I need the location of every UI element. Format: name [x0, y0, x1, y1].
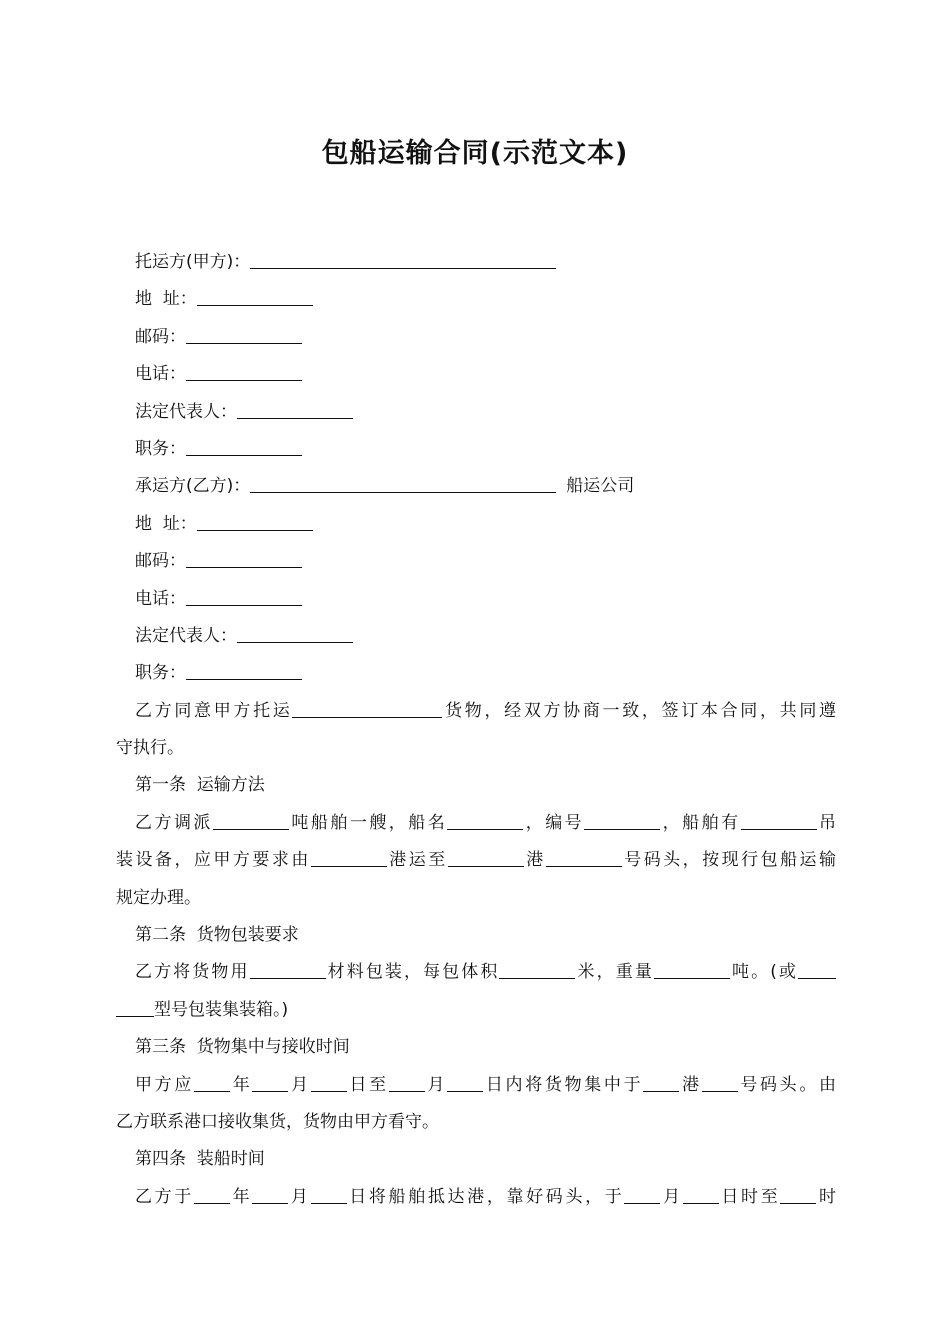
carrier-suffix: 船运公司	[566, 476, 635, 497]
position-blank	[186, 662, 302, 680]
address-blank	[197, 288, 313, 306]
postcode-blank	[186, 550, 302, 568]
shipper-blank	[250, 251, 556, 269]
carrier-line	[116, 468, 836, 505]
clause-text: 号码头。由	[737, 1074, 837, 1095]
article-2-heading: 第二条 货物包装要求	[135, 925, 299, 946]
clause-text: 吊	[816, 812, 837, 833]
clause-text: 港	[679, 1074, 702, 1095]
clause-text: 月	[288, 1186, 311, 1207]
clause-text: 米，重量	[575, 962, 654, 983]
blank	[546, 849, 622, 867]
clause-text: 日至	[346, 1074, 389, 1095]
article-2-line-2	[116, 992, 836, 1029]
blank	[654, 961, 730, 979]
blank	[448, 849, 524, 867]
shipper-postcode-line	[116, 319, 836, 356]
blank	[702, 1074, 738, 1092]
position-label: 职务：	[135, 438, 186, 459]
blank	[499, 961, 575, 979]
position-label: 职务：	[135, 663, 186, 684]
intro-text: 货物，经双方协商一致，签订本合同，共同遵	[442, 700, 837, 721]
carrier-label: 承运方(乙方)：	[135, 476, 251, 497]
rep-label: 法定代表人：	[135, 625, 237, 646]
article-3-heading: 第三条 货物集中与接收时间	[135, 1037, 350, 1058]
blank	[447, 812, 523, 830]
blank	[250, 961, 326, 979]
clause-text: 港	[523, 850, 546, 871]
address-label: 地 址：	[135, 289, 197, 310]
phone-label: 电话：	[135, 588, 186, 609]
clause-text: 型号包装集装箱。)	[154, 999, 289, 1020]
phone-blank	[186, 363, 302, 381]
clause-text: 港运至	[386, 850, 448, 871]
blank	[213, 812, 289, 830]
intro-text: 乙方同意甲方托运	[135, 700, 293, 721]
clause-text: 时	[816, 1186, 837, 1207]
postcode-label: 邮码：	[135, 326, 186, 347]
address-label: 地 址：	[135, 513, 197, 534]
clause-text: 乙方将货物用	[135, 962, 250, 983]
shipper-position-line	[116, 431, 836, 468]
clause-text: 日内将货物集中于	[483, 1074, 644, 1095]
shipper-line	[116, 244, 836, 281]
blank	[311, 1186, 347, 1204]
carrier-position-line	[116, 655, 836, 692]
clause-text: 日时至	[718, 1186, 781, 1207]
blank	[194, 1186, 230, 1204]
shipper-rep-line	[116, 394, 836, 431]
blank	[780, 1186, 816, 1204]
article-3-line-1	[116, 1067, 836, 1104]
blank	[643, 1074, 679, 1092]
address-blank	[197, 513, 313, 531]
blank	[252, 1074, 288, 1092]
shipper-address-line	[116, 281, 836, 318]
article-1-heading: 第一条 运输方法	[135, 775, 265, 796]
clause-text: 月	[660, 1186, 683, 1207]
blank	[798, 961, 836, 979]
article-3-line-2	[116, 1104, 836, 1141]
clause-text: 甲方应	[135, 1074, 195, 1095]
position-blank	[186, 438, 302, 456]
postcode-label: 邮码：	[135, 551, 186, 572]
cargo-blank	[292, 700, 442, 718]
blank	[311, 849, 387, 867]
blank	[116, 999, 154, 1017]
clause-text: 装设备，应甲方要求由	[116, 850, 311, 871]
article-1-line-2	[116, 842, 836, 879]
shipper-label: 托运方(甲方)：	[135, 252, 251, 272]
clause-text: 年	[230, 1074, 253, 1095]
carrier-blank	[250, 475, 556, 493]
clause-text: 月	[288, 1074, 311, 1095]
intro-line-2	[116, 730, 836, 767]
intro-line-1	[116, 693, 836, 730]
clause-text: 吨。(或	[729, 962, 799, 983]
clause-text: 月	[424, 1074, 448, 1095]
intro-text: 守执行。	[116, 738, 184, 759]
rep-blank	[237, 625, 353, 643]
clause-text: 乙方联系港口接收集货，货物由甲方看守。	[116, 1111, 439, 1132]
shipper-phone-line	[116, 356, 836, 393]
article-4-heading: 第四条 装船时间	[135, 1149, 265, 1170]
carrier-rep-line	[116, 618, 836, 655]
clause-text: 材料包装，每包体积	[325, 962, 500, 983]
document-title: 包船运输合同(示范文本)	[321, 138, 629, 169]
article-2-line-1	[116, 954, 836, 991]
postcode-blank	[186, 326, 302, 344]
clause-text: 号码头，按现行包船运输	[621, 850, 837, 871]
blank	[624, 1186, 660, 1204]
blank	[584, 812, 660, 830]
clause-text: ，船舶有	[660, 812, 741, 833]
blank	[447, 1074, 483, 1092]
blank	[741, 812, 817, 830]
article-1-line-1	[116, 805, 836, 842]
article-1-line-3	[116, 880, 836, 917]
phone-blank	[186, 588, 302, 606]
carrier-postcode-line	[116, 543, 836, 580]
blank	[194, 1074, 230, 1092]
clause-text: 乙方调派	[135, 812, 213, 833]
phone-label: 电话：	[135, 364, 186, 385]
clause-text: 日将船舶抵达港，靠好码头，于	[346, 1186, 625, 1207]
blank	[252, 1186, 288, 1204]
blank	[311, 1074, 347, 1092]
clause-text: 乙方于	[135, 1186, 194, 1207]
clause-text: 规定办理。	[116, 887, 201, 908]
clause-text: 吨船舶一艘，船名	[288, 812, 448, 833]
rep-label: 法定代表人：	[135, 401, 237, 422]
article-4-line-1	[116, 1179, 836, 1216]
blank	[389, 1074, 425, 1092]
clause-text: ，编号	[523, 812, 585, 833]
rep-blank	[237, 401, 353, 419]
blank	[683, 1186, 719, 1204]
carrier-phone-line	[116, 581, 836, 618]
contract-body	[116, 244, 836, 1216]
clause-text: 年	[229, 1186, 253, 1207]
carrier-address-line	[116, 506, 836, 543]
